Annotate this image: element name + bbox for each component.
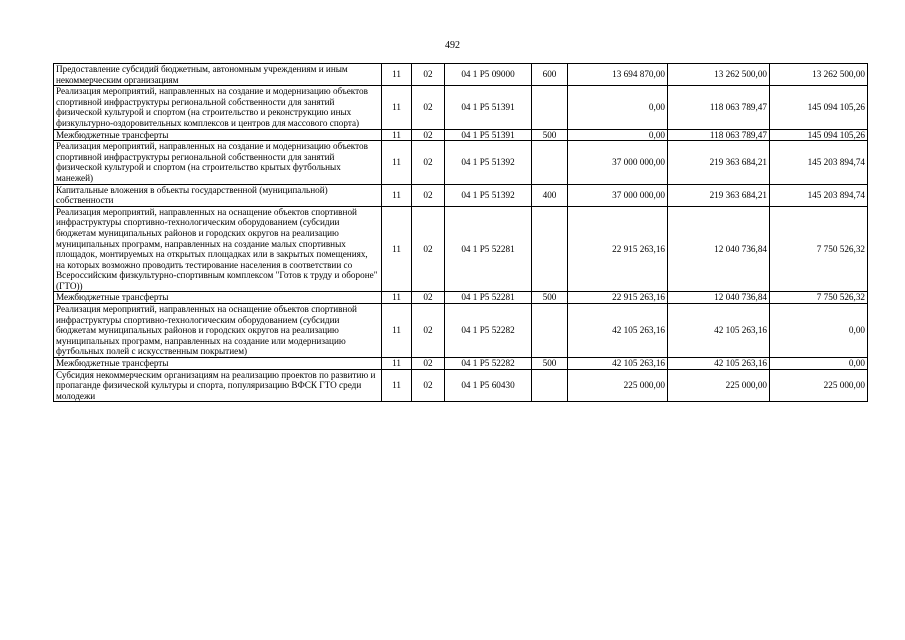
row-expense-type: 600 [532,64,568,86]
row-amount-year-1: 37 000 000,00 [568,184,668,206]
row-amount-year-2: 219 363 684,21 [668,141,770,184]
row-amount-year-3: 145 094 105,26 [770,86,868,129]
row-target-article: 04 1 P5 52282 [445,358,532,370]
row-amount-year-3: 0,00 [770,304,868,358]
row-subsection: 02 [412,369,445,402]
row-subsection: 02 [412,206,445,292]
row-section: 11 [382,304,412,358]
row-amount-year-2: 12 040 736,84 [668,292,770,304]
table-row [54,369,868,402]
row-section: 11 [382,86,412,129]
row-amount-year-1: 0,00 [568,86,668,129]
row-expense-type: 500 [532,292,568,304]
row-subsection: 02 [412,292,445,304]
row-amount-year-2: 225 000,00 [668,369,770,402]
row-description: Реализация мероприятий, направленных на создание и модернизацию объектов спортивной инфраструктуры региональной собственности для занятий физической культурой и спортом (на строительство и реконструкцию иных физкультурно-оздоровительных комплексов и центров для массового спорта) [54,86,382,129]
row-section: 11 [382,64,412,86]
table-row [54,304,868,358]
table-row [54,292,868,304]
row-amount-year-1: 22 915 263,16 [568,292,668,304]
row-subsection: 02 [412,358,445,370]
row-section: 11 [382,292,412,304]
row-amount-year-2: 219 363 684,21 [668,184,770,206]
row-target-article: 04 1 P5 51391 [445,129,532,141]
row-target-article: 04 1 P5 09000 [445,64,532,86]
row-subsection: 02 [412,304,445,358]
row-subsection: 02 [412,64,445,86]
row-subsection: 02 [412,184,445,206]
table-row [54,206,868,292]
row-description: Субсидия некоммерческим организациям на реализацию проектов по развитию и пропаганде физической культуры и спорта, популяризацию ВФСК ГТО среди молодежи [54,369,382,402]
row-amount-year-3: 0,00 [770,358,868,370]
row-subsection: 02 [412,141,445,184]
row-amount-year-1: 0,00 [568,129,668,141]
row-amount-year-1: 13 694 870,00 [568,64,668,86]
row-expense-type [532,304,568,358]
row-expense-type [532,141,568,184]
row-amount-year-2: 118 063 789,47 [668,129,770,141]
row-description: Межбюджетные трансферты [54,129,382,141]
table-row [54,184,868,206]
row-target-article: 04 1 P5 51392 [445,184,532,206]
row-amount-year-3: 13 262 500,00 [770,64,868,86]
row-target-article: 04 1 P5 52281 [445,292,532,304]
row-amount-year-3: 145 203 894,74 [770,184,868,206]
row-amount-year-2: 12 040 736,84 [668,206,770,292]
row-description: Реализация мероприятий, направленных на оснащение объектов спортивной инфраструктуры спортивно-технологическим оборудованием (субсидии бюджетам муниципальных районов и городских округов на реализацию муниципальных программ, направленных на создание или модернизацию футбольных полей с искусственным покрытием) [54,304,382,358]
row-section: 11 [382,369,412,402]
table-row [54,141,868,184]
table-row [54,86,868,129]
row-expense-type [532,86,568,129]
row-target-article: 04 1 P5 51391 [445,86,532,129]
row-expense-type [532,369,568,402]
row-section: 11 [382,141,412,184]
row-target-article: 04 1 P5 52282 [445,304,532,358]
row-amount-year-1: 225 000,00 [568,369,668,402]
row-amount-year-1: 42 105 263,16 [568,358,668,370]
row-expense-type: 400 [532,184,568,206]
row-section: 11 [382,358,412,370]
row-amount-year-2: 42 105 263,16 [668,358,770,370]
row-section: 11 [382,129,412,141]
row-description: Предоставление субсидий бюджетным, автономным учреждениям и иным некоммерческим организациям [54,64,382,86]
page-number: 492 [445,40,460,51]
row-description: Капитальные вложения в объекты государственной (муниципальной) собственности [54,184,382,206]
row-amount-year-1: 42 105 263,16 [568,304,668,358]
row-amount-year-3: 7 750 526,32 [770,206,868,292]
row-amount-year-3: 7 750 526,32 [770,292,868,304]
row-description: Межбюджетные трансферты [54,292,382,304]
row-section: 11 [382,206,412,292]
row-amount-year-1: 37 000 000,00 [568,141,668,184]
row-target-article: 04 1 P5 60430 [445,369,532,402]
row-amount-year-3: 145 203 894,74 [770,141,868,184]
table-row [54,129,868,141]
row-amount-year-2: 13 262 500,00 [668,64,770,86]
row-description: Реализация мероприятий, направленных на создание и модернизацию объектов спортивной инфраструктуры региональной собственности для занятий физической культурой и спортом (на строительство крытых футбольных манежей) [54,141,382,184]
row-target-article: 04 1 P5 52281 [445,206,532,292]
row-target-article: 04 1 P5 51392 [445,141,532,184]
table-row [54,64,868,86]
row-amount-year-2: 42 105 263,16 [668,304,770,358]
row-amount-year-3: 225 000,00 [770,369,868,402]
row-expense-type: 500 [532,129,568,141]
table-row [54,358,868,370]
row-section: 11 [382,184,412,206]
budget-table [53,63,868,402]
row-description: Межбюджетные трансферты [54,358,382,370]
row-amount-year-2: 118 063 789,47 [668,86,770,129]
row-expense-type [532,206,568,292]
row-expense-type: 500 [532,358,568,370]
row-amount-year-3: 145 094 105,26 [770,129,868,141]
row-subsection: 02 [412,86,445,129]
row-description: Реализация мероприятий, направленных на оснащение объектов спортивной инфраструктуры спортивно-технологическим оборудованием (субсидии бюджетам муниципальных районов и городских округов на реализацию муниципальных программ, направленных на создание малых спортивных площадок, монтируемых на открытых площадках или в закрытых помещениях, на которых возможно проводить тестирование населения в соответствии со Всероссийским физкультурно-спортивным комплексом "Готов к труду и обороне" (ГТО)) [54,206,382,292]
row-amount-year-1: 22 915 263,16 [568,206,668,292]
row-subsection: 02 [412,129,445,141]
